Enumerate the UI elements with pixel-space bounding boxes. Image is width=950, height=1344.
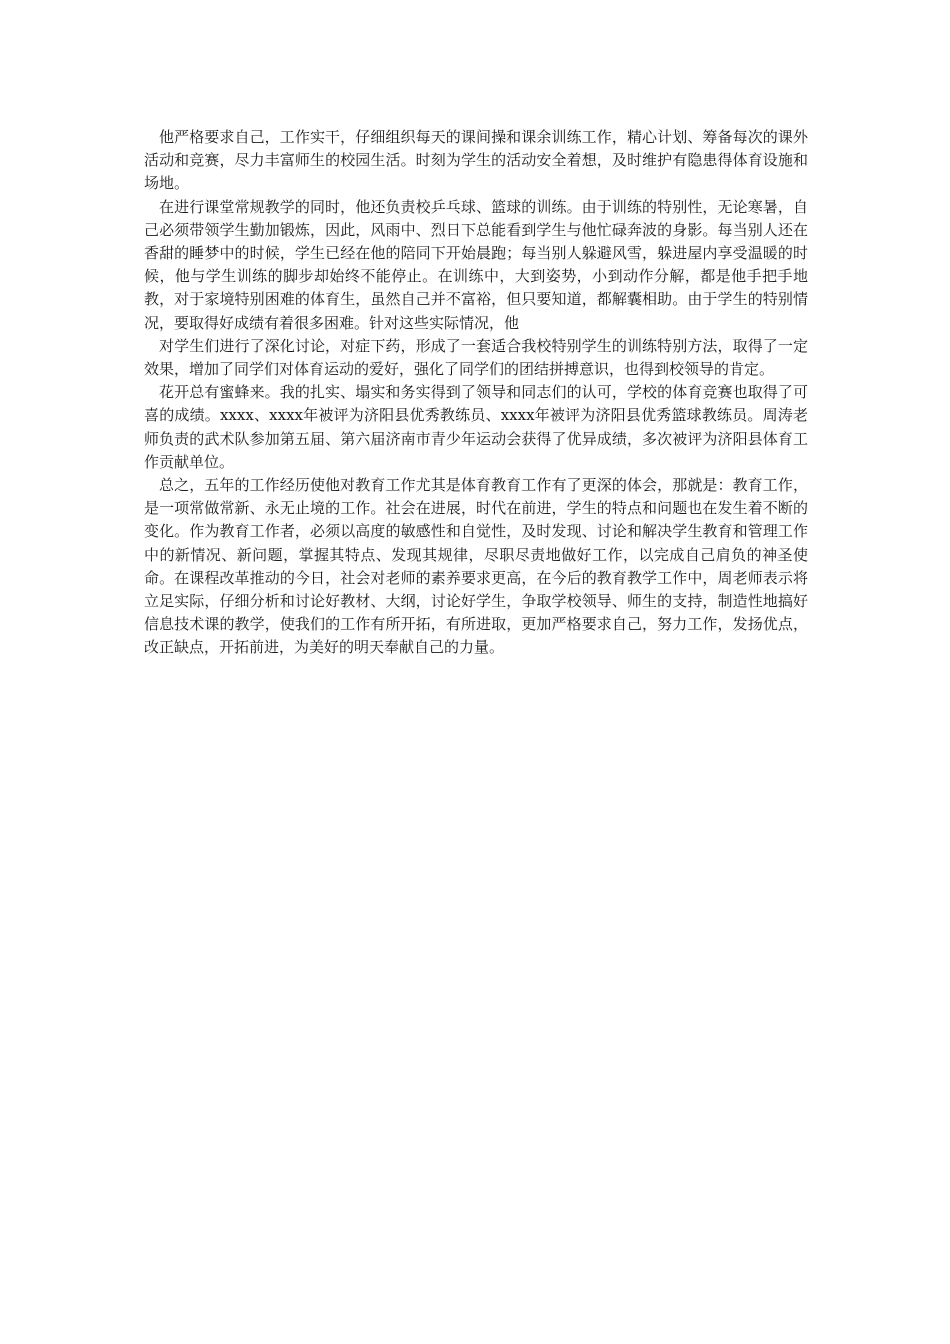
document-body [144,126,808,660]
paragraph-3: 对学生们进行了深化讨论，对症下药，形成了一套适合我校特别学生的训练特别方法，取得了一定效果，增加了同学们对体育运动的爱好，强化了同学们的团结拼搏意识，也得到校领导的肯定。 [144,336,808,379]
paragraph-5: 总之，五年的工作经历使他对教育工作尤其是体育教育工作有了更深的体会，那就是：教育工作，是一项常做常新、永无止境的工作。社会在进展，时代在前进，学生的特点和问题也在发生着不断的变化。作为教育工作者，必须以高度的敏感性和自觉性，及时发现、讨论和解决学生教育和管理工作中的新情况、新问题，掌握其特点、发现其规律，尽职尽责地做好工作，以完成自己肩负的神圣使命。在课程改革推动的今日，社会对老师的素养要求更高，在今后的教育教学工作中，周老师表示将立足实际，仔细分析和讨论好教材、大纲，讨论好学生，争取学校领导、师生的支持，制造性地搞好信息技术课的教学，使我们的工作有所开拓，有所进取，更加严格要求自己，努力工作，发扬优点，改正缺点，开拓前进，为美好的明天奉献自己的力量。 [144,476,808,657]
paragraph-1: 他严格要求自己，工作实干，仔细组织每天的课间操和课余训练工作，精心计划、筹备每次的课外活动和竞赛，尽力丰富师生的校园生活。时刻为学生的活动安全着想，及时维护有隐患得体育设施和场地。 [144,128,808,193]
paragraph-2: 在进行课堂常规教学的同时，他还负责校乒乓球、篮球的训练。由于训练的特别性，无论寒暑，自己必须带领学生勤加锻炼，因此，风雨中、烈日下总能看到学生与他忙碌奔波的身影。每当别人还在香甜的睡梦中的时候，学生已经在他的陪同下开始晨跑；每当别人躲避风雪，躲进屋内享受温暖的时候，他与学生训练的脚步却始终不能停止。在训练中，大到姿势，小到动作分解，都是他手把手地教，对于家境特别困难的体育生，虽然自己并不富裕，但只要知道，都解囊相助。由于学生的特别情况，要取得好成绩有着很多困难。针对这些实际情况，他 [144,197,808,332]
paragraph-4: 花开总有蜜蜂来。我的扎实、塌实和务实得到了领导和同志们的认可，学校的体育竞赛也取得了可喜的成绩。xxxx、xxxx年被评为济阳县优秀教练员、xxxx年被评为济阳县优秀篮球教练员。周涛老师负责的武术队参加第五届、第六届济南市青少年运动会获得了优异成绩，多次被评为济阳县体育工作贡献单位。 [144,383,808,471]
